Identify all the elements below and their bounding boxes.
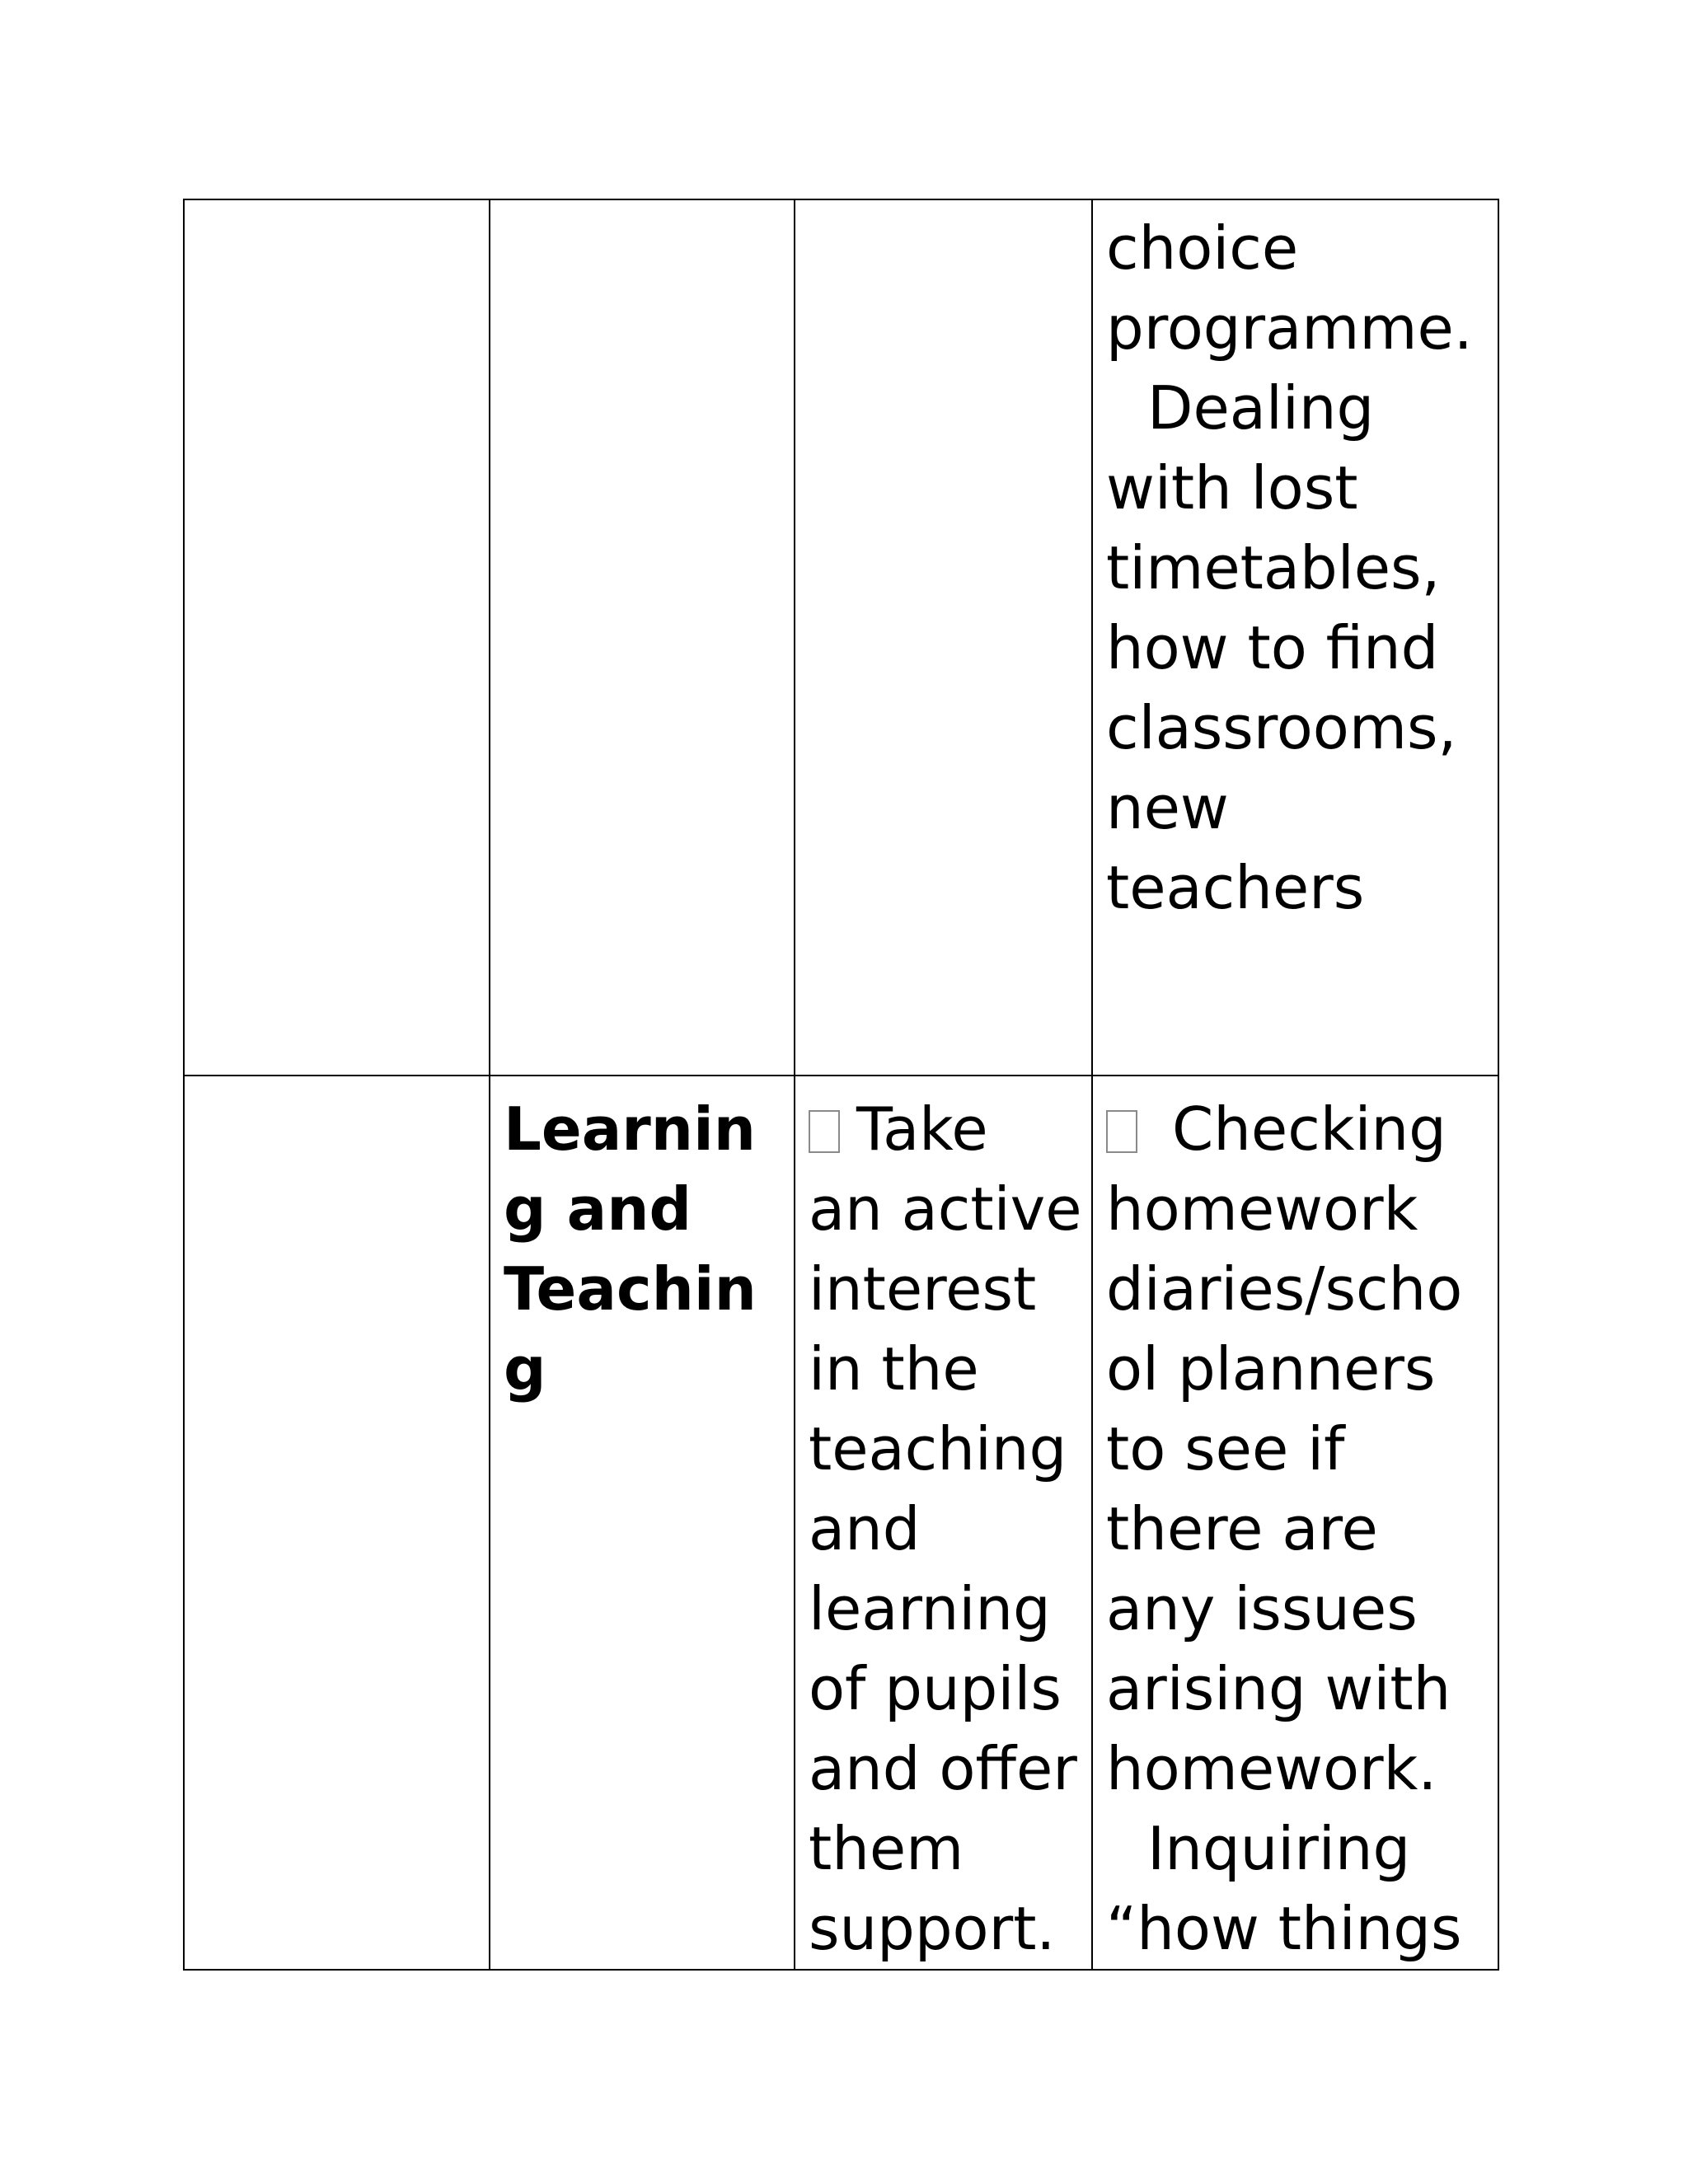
heading-line: Teachin	[504, 1254, 757, 1324]
cell-text-line: there are	[1106, 1494, 1378, 1563]
table-row	[184, 1076, 1498, 1970]
bullet-text: Take	[856, 1094, 988, 1164]
cell-text-line: homework	[1106, 1174, 1418, 1244]
cell-text-line: interest	[809, 1254, 1037, 1324]
cell-text-line: arising with	[1106, 1654, 1451, 1723]
cell-text-line: them	[809, 1814, 964, 1883]
heading-line: g and	[504, 1174, 692, 1244]
table-cell-empty	[490, 199, 795, 1076]
heading-line: g	[504, 1334, 546, 1404]
cell-text-line: in the	[809, 1334, 979, 1404]
bullet-box-icon	[809, 1110, 840, 1153]
cell-text-line: any issues	[1106, 1574, 1418, 1643]
cell-text-line: choice	[1106, 213, 1299, 283]
cell-text-line: diaries/scho	[1106, 1254, 1463, 1324]
cell-text-line: Inquiring	[1147, 1814, 1411, 1883]
table-cell-activities	[1092, 1076, 1498, 1970]
table-cell-empty	[795, 199, 1092, 1076]
table-cell-heading	[490, 1076, 795, 1970]
table-cell-description	[795, 1076, 1092, 1970]
cell-text-line: Dealing	[1147, 373, 1375, 443]
cell-text-line: teachers	[1106, 853, 1365, 922]
cell-text-line: new	[1106, 773, 1229, 842]
cell-text-line: teaching	[809, 1414, 1067, 1483]
cell-text-line: of pupils	[809, 1654, 1062, 1723]
cell-text-line: support.	[809, 1894, 1056, 1963]
cell-text-line: and offer	[809, 1734, 1077, 1803]
document-table	[183, 199, 1499, 1971]
table-cell-activities	[1092, 199, 1498, 1076]
table-row	[184, 199, 1498, 1076]
cell-text-line: with lost	[1106, 453, 1358, 523]
cell-text-line: ol planners	[1106, 1334, 1436, 1404]
cell-text-line: “how things	[1106, 1894, 1462, 1963]
bullet-box-icon	[1106, 1110, 1137, 1153]
cell-text-line	[1106, 1090, 1486, 1169]
heading-line: Learnin	[504, 1094, 756, 1164]
cell-text-line: classrooms,	[1106, 693, 1457, 762]
cell-text-line: to see if	[1106, 1414, 1345, 1483]
bullet-text: Checking	[1172, 1094, 1447, 1164]
table-cell-empty	[184, 199, 490, 1076]
cell-text-line	[809, 1090, 1080, 1169]
cell-text-line: homework.	[1106, 1734, 1437, 1803]
cell-text-line: learning	[809, 1574, 1051, 1643]
cell-text-line: how to find	[1106, 613, 1439, 682]
cell-text-line: timetables,	[1106, 533, 1441, 602]
table-cell-empty	[184, 1076, 490, 1970]
cell-text-line: an active	[809, 1174, 1082, 1244]
cell-text-line: programme.	[1106, 293, 1473, 363]
cell-text-line: and	[809, 1494, 921, 1563]
